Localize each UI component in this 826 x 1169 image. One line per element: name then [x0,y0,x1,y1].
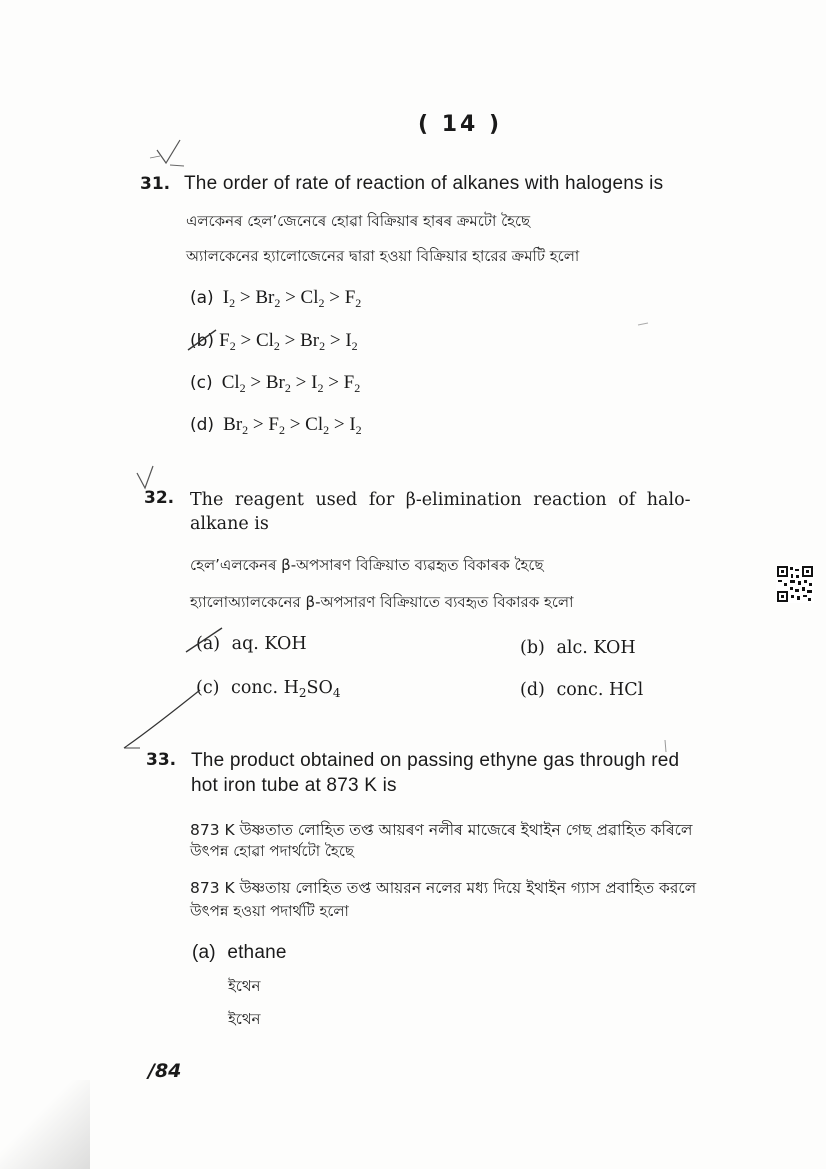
question-32-bengali: হ্যালোঅ্যালকেনের β-অপসারণ বিক্রিয়াতে ব্যবহৃত বিকারক হলো [190,593,574,611]
question-32-option-b: (b) alc. KOH [520,638,636,658]
question-33-number: 33. [146,750,177,770]
page-number: ( 14 ) [418,112,503,137]
question-31-option-b: (b) $F_2 > Cl_2 > Br_2 > I_2$ [190,330,358,353]
question-33-assamese-line1: 873 K উষ্ণতাত লোহিত তপ্ত আয়ৰণ নলীৰ মাজেৰে ইথাইন গেছ প্ৰৱাহিত কৰিলে [190,821,693,839]
question-31-option-c: (c) $Cl_2 > Br_2 > I_2 > F_2$ [190,372,361,395]
question-31-text: The order of rate of reaction of alkanes with halogens is [184,173,664,194]
scan-shadow [0,1080,90,1169]
question-32-text-line1: The reagent used for β-elimination reaction of halo- [190,490,691,510]
question-31-assamese: এলকেনৰ হেল’জেনেৰে হোৱা বিক্ৰিয়াৰ হাৰৰ ক্ৰমটো হৈছে [186,212,531,230]
question-33-assamese-line2: উৎপন্ন হোৱা পদাৰ্থটো হৈছে [190,842,354,860]
question-33-option-a: (a) ethane [192,942,287,963]
question-33-option-a-bengali: ইথেন [228,1010,261,1028]
question-33-bengali-line1: 873 K উষ্ণতায় লোহিত তপ্ত আয়রন নলের মধ্য দিয়ে ইথাইন গ্যাস প্রবাহিত করলে [190,879,697,897]
question-31-option-d: (d) $Br_2 > F_2 > Cl_2 > I_2$ [190,414,362,437]
question-32-option-d: (d) conc. HCl [520,680,644,700]
question-32-text-line2: alkane is [190,514,269,534]
question-32-assamese: হেল’এলকেনৰ β-অপসাৰণ বিক্ৰিয়াত ব্যৱহৃত বিকাৰক হৈছে [190,556,544,574]
question-32-option-c: (c) conc. $H_2SO_4$ [196,678,341,700]
page-footer-code: /84 [148,1060,182,1082]
question-31-bengali: অ্যালকেনের হ্যালোজেনের দ্বারা হওয়া বিক্রিয়ার হারের ক্রমটি হলো [186,247,580,265]
question-33-text-line1: The product obtained on passing ethyne gas through red [191,750,680,771]
question-31-option-a: (a) $I_2 > Br_2 > Cl_2 > F_2$ [190,287,362,310]
question-33-bengali-line2: উৎপন্ন হওয়া পদার্থটি হলো [190,902,349,920]
question-32-number: 32. [144,488,175,508]
question-31-number: 31. [140,174,171,194]
question-33-text-line2: hot iron tube at 873 K is [191,775,397,796]
question-32-option-a: (a) aq. KOH [196,634,307,654]
question-33-option-a-assamese: ইথেন [228,977,261,995]
